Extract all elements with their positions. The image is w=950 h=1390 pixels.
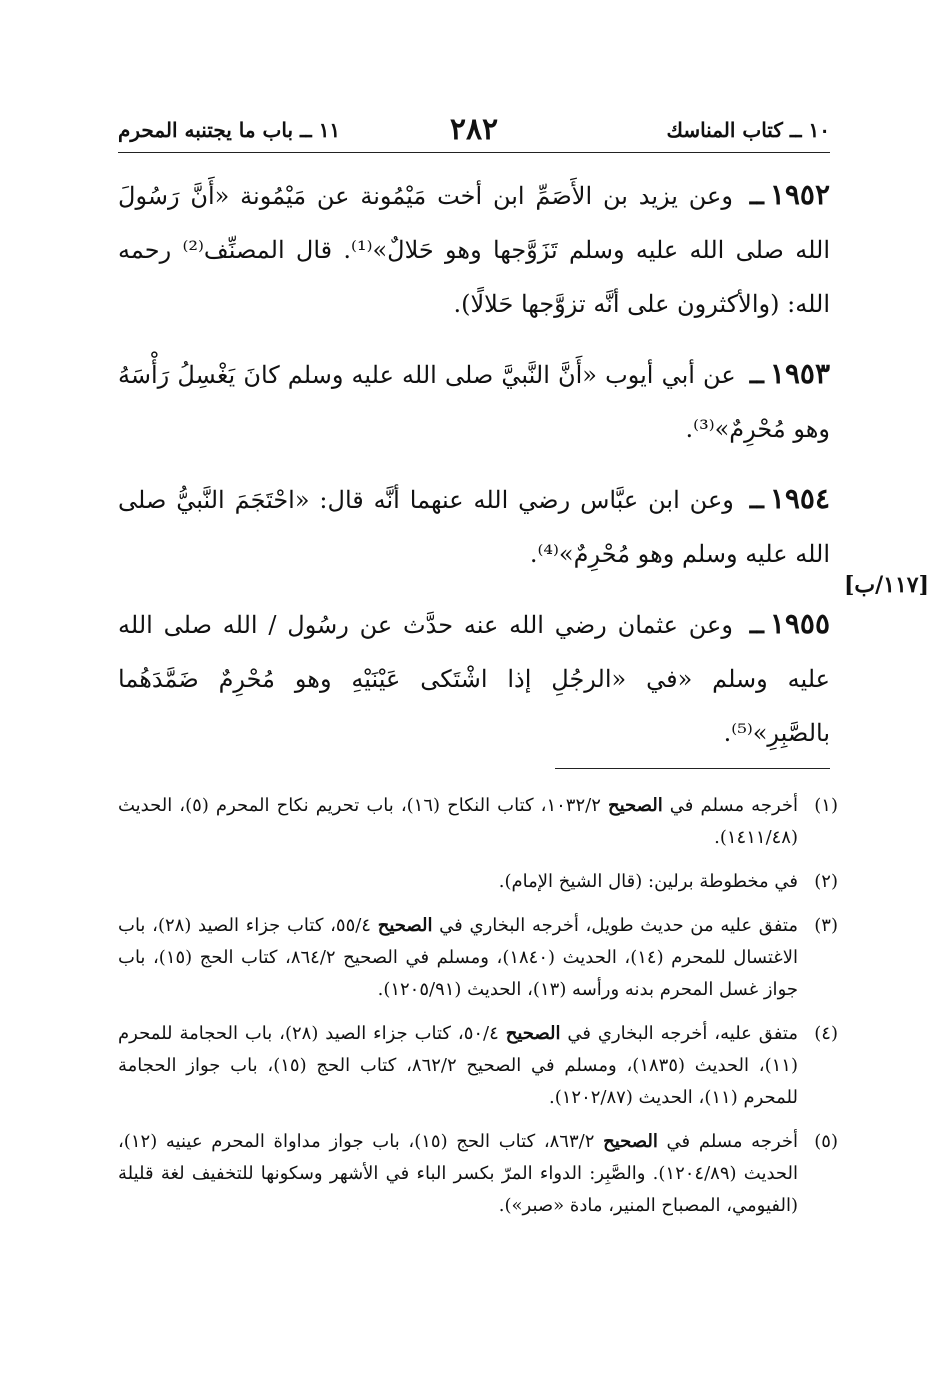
hadith-paragraph (118, 472, 830, 581)
header-chapter: ١٠ ــ كتاب المناسك (666, 118, 830, 142)
hadith-text: وعن ابن عبَّاس رضي الله عنهما أنَّه قال: «احْتَجَمَ النَّبيُّ صلى الله عليه وسلم وهو مُحْرِمٌ»⁽⁴⁾. (118, 486, 830, 568)
header-section: ١١ ــ باب ما يجتنبه المحرم (118, 118, 341, 142)
footnote-text: متفق عليه، أخرجه البخاري في (560, 1023, 798, 1044)
footnote-text: ١٠٣٢/٢، كتاب النكاح (١٦)، باب تحريم نكاح المحرم (٥)، الحديث (١٤١١/٤٨). (118, 795, 798, 848)
footnote (118, 790, 838, 854)
footnote-text: أخرجه مسلم في (662, 795, 799, 816)
footnote-source-bold: الصحيح (607, 795, 663, 816)
footnote-text: متفق عليه من حديث طويل، أخرجه البخاري في (432, 915, 798, 936)
hadith-number: ١٩٥٥ (769, 607, 830, 640)
footnote-source-bold: الصحيح (505, 1023, 561, 1044)
hadith-paragraph (118, 168, 830, 331)
footnote-marker: (٥) (814, 1131, 838, 1152)
footnote (118, 910, 838, 1006)
manuscript-folio-note: [١١٧/ب] (844, 572, 930, 598)
footnote-marker: (١) (814, 795, 838, 816)
hadith-paragraph (118, 347, 830, 456)
hadith-number: ١٩٥٤ (769, 482, 830, 515)
hadith-paragraph (118, 597, 830, 760)
footnote-text: ٥٠/٤، كتاب جزاء الصيد (٢٨)، باب الحجامة للمحرم (١١)، الحديث (١٨٣٥)، ومسلم في الصحيح ٨٦٢/٢، كتاب الحج (١٥)، باب جواز الحجامة للمحرم (١١)، الحديث (١٢٠٢/٨٧). (118, 1023, 799, 1108)
footnotes (118, 790, 838, 1234)
footnote-text: ٨٦٣/٢، كتاب الحج (١٥)، باب جواز مداواة المحرم عينيه (١٢)، الحديث (١٢٠٤/٨٩). والصَّبِر: الدواء المرّ بكسر الباء في الأشهر وسكونها للتخفيف لغة قليلة (الفيومي، المصباح المنير، مادة «صبر»). (118, 1131, 799, 1216)
footnote-divider (555, 768, 830, 769)
dash-separator: ــ (749, 485, 764, 514)
footnote (118, 866, 838, 898)
dash-separator: ــ (749, 610, 764, 639)
footnote-marker: (٢) (814, 871, 838, 892)
footnote-source-bold: الصحيح (603, 1131, 658, 1152)
running-header (118, 112, 830, 153)
footnote-marker: (٤) (814, 1023, 838, 1044)
dash-separator: ــ (749, 360, 764, 389)
footnote-text: ٥٥/٤، كتاب جزاء الصيد (٢٨)، باب الاغتسال للمحرم (١٤)، الحديث (١٨٤٠)، ومسلم في الصحيح ٨٦٤/٢، كتاب الحج (١٥)، باب جواز غسل المحرم بدنه ورأسه (١٣)، الحديث (١٢٠٥/٩١). (118, 915, 798, 1000)
hadith-number: ١٩٥٢ (769, 178, 830, 211)
footnote-text: في مخطوطة برلين: (قال الشيخ الإمام). (498, 871, 798, 892)
dash-separator: ــ (749, 181, 764, 210)
page-number: ٢٨٢ (449, 112, 499, 147)
footnote-marker: (٣) (814, 915, 838, 936)
main-text (118, 168, 830, 776)
hadith-text: وعن يزيد بن الأَصَمِّ ابن أخت مَيْمُونة عن مَيْمُونة «أَنَّ رَسُولَ الله صلى الله عليه وسلم تَزَوَّجها وهو حَلالٌ»⁽¹⁾. قال المصنِّف⁽²⁾ رحمه الله: (والأكثرون على أنَّه تزوَّجها حَلالًا). (118, 182, 830, 318)
hadith-number: ١٩٥٣ (769, 357, 830, 390)
hadith-text: عن أبي أيوب «أَنَّ النَّبيَّ صلى الله عليه وسلم كانَ يَغْسِلُ رَأْسَهُ وهو مُحْرِمٌ»⁽³⁾. (118, 361, 830, 443)
footnote-source-bold: الصحيح (377, 915, 433, 936)
footnote-text: أخرجه مسلم في (657, 1131, 799, 1152)
footnote (118, 1126, 838, 1222)
footnote (118, 1018, 838, 1114)
hadith-text: وعن عثمان رضي الله عنه حدَّث عن رسُول / الله صلى الله عليه وسلم «في «الرجُلِ إذا اشْتَكى عَيْنَيْهِ وهو مُحْرِمٌ ضَمَّدَهُما بالصَّبِرِ»⁽⁵⁾. (118, 611, 830, 747)
